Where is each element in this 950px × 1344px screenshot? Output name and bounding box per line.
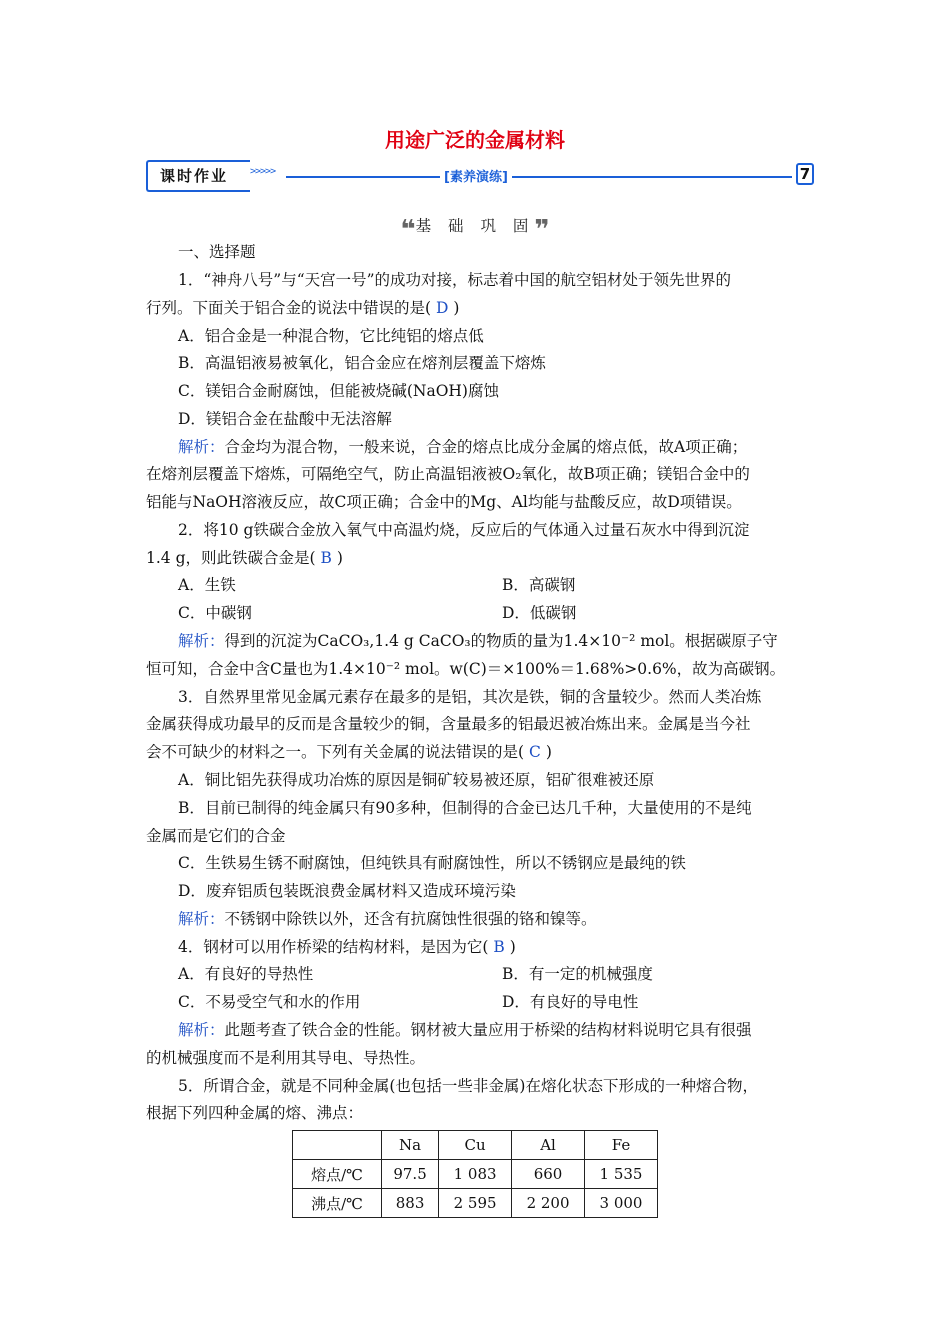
q1-explain-label: 解析： [178, 438, 225, 456]
table-header-cell: Cu [439, 1131, 512, 1160]
section-heading [0, 214, 950, 245]
q2-explain-line2: 恒可知，合金中含C量也为1.4×10⁻² mol。w(C)＝×100%＝1.68%>0.6%，故为高碳钢。 [146, 660, 786, 678]
q2-option-b: B．高碳钢 [502, 576, 576, 594]
q1-option-b: B．高温铝液易被氧化，铝合金应在熔剂层覆盖下熔炼 [178, 354, 546, 372]
q3-explain-line1: 解析：不锈钢中除铁以外，还含有抗腐蚀性很强的铬和镍等。 [178, 910, 597, 928]
table-cell: 1 535 [585, 1160, 658, 1189]
heading: 一、选择题 [178, 243, 256, 261]
banner-line [286, 176, 792, 178]
q4-line1: 4．钢材可以用作桥梁的结构材料，是因为它( B ) [178, 938, 516, 956]
q1-option-a: A．铝合金是一种混合物，它比纯铝的熔点低 [178, 327, 484, 345]
table-cell: 沸点/℃ [293, 1189, 382, 1218]
q4-answer: B [493, 938, 505, 956]
table-cell: 1 083 [439, 1160, 512, 1189]
quote-close-icon: ❞ [534, 215, 550, 245]
q3-option-c: C．生铁易生锈不耐腐蚀，但纯铁具有耐腐蚀性，所以不锈钢应是最纯的铁 [178, 854, 686, 872]
banner-label: 课时作业 [146, 160, 250, 192]
q4-explain-line1: 解析：此题考查了铁合金的性能。钢材被大量应用于桥梁的结构材料说明它具有很强 [178, 1021, 752, 1039]
q1-line2: 行列。下面关于铝合金的说法中错误的是( D ) [146, 299, 460, 317]
q4-option-b: B．有一定的机械强度 [502, 965, 653, 983]
q3-option-a: A．铜比铝先获得成功冶炼的原因是铜矿较易被还原，铝矿很难被还原 [178, 771, 655, 789]
q3-line1: 3．自然界里常见金属元素存在最多的是铝，其次是铁，铜的含量较少。然而人类冶炼 [178, 688, 762, 706]
table-cell: 2 200 [512, 1189, 585, 1218]
page-title: 用途广泛的金属材料 [385, 128, 565, 152]
metal-properties-table [292, 1130, 658, 1218]
q3-option-b-line2: 金属而是它们的合金 [146, 827, 286, 845]
q1-explain-line2: 在熔剂层覆盖下熔炼，可隔绝空气，防止高温铝液被O₂氧化，故B项正确；镁铝合金中的 [146, 465, 750, 483]
q1-answer: D [436, 299, 449, 317]
q3-line3: 会不可缺少的材料之一。下列有关金属的说法错误的是( C ) [146, 743, 552, 761]
section-label: 基 础 巩 固 [415, 217, 535, 235]
quote-open-icon: ❝ [400, 215, 416, 245]
table-cell: 2 595 [439, 1189, 512, 1218]
q1-option-d: D．镁铝合金在盐酸中无法溶解 [178, 410, 392, 428]
q5-line1: 5．所谓合金，就是不同种金属(也包括一些非金属)在熔化状态下形成的一种熔合物， [178, 1077, 758, 1095]
q1-explain-line3: 铝能与NaOH溶液反应，故C项正确；合金中的Mg、Al均能与盐酸反应，故D项错误。 [146, 493, 742, 511]
banner-number: 7 [796, 163, 814, 185]
table-header-cell [293, 1131, 382, 1160]
q2-explain-label: 解析： [178, 632, 225, 650]
q4-option-d: D．有良好的导电性 [502, 993, 639, 1011]
q2-option-c: C．中碳钢 [178, 604, 252, 622]
q3-option-d: D．废弃铝质包装既浪费金属材料又造成环境污染 [178, 882, 516, 900]
q4-option-a: A．有良好的导热性 [178, 965, 314, 983]
banner-arrows: >>>>> [250, 166, 276, 177]
table-cell: 883 [382, 1189, 439, 1218]
table-cell: 97.5 [382, 1160, 439, 1189]
q1-option-c: C．镁铝合金耐腐蚀，但能被烧碱(NaOH)腐蚀 [178, 382, 499, 400]
q1-line1: 1．“神舟八号”与“天宫一号”的成功对接，标志着中国的航空铝材处于领先世界的 [178, 271, 732, 289]
table-cell: 熔点/℃ [293, 1160, 382, 1189]
q5-line2: 根据下列四种金属的熔、沸点： [146, 1104, 364, 1122]
table-row [293, 1160, 658, 1189]
table-row [293, 1189, 658, 1218]
q2-option-d: D．低碳钢 [502, 604, 577, 622]
table-header-row [293, 1131, 658, 1160]
q1-explain-line1: 解析：合金均为混合物，一般来说，合金的熔点比成分金属的熔点低，故A项正确； [178, 438, 748, 456]
q3-explain-label: 解析： [178, 910, 225, 928]
table-cell: 3 000 [585, 1189, 658, 1218]
q4-explain-label: 解析： [178, 1021, 225, 1039]
section-banner [146, 158, 814, 194]
q2-explain-line1: 解析：得到的沉淀为CaCO₃,1.4 g CaCO₃的物质的量为1.4×10⁻² mol。根据碳原子守 [178, 632, 778, 650]
q2-answer: B [320, 549, 332, 567]
q2-option-a: A．生铁 [178, 576, 236, 594]
q3-option-b-line1: B．目前已制得的纯金属只有90多种，但制得的合金已达几千种，大量使用的不是纯 [178, 799, 752, 817]
q3-line2: 金属获得成功最早的反而是含量较少的铜，含量最多的铝最迟被冶炼出来。金属是当今社 [146, 715, 751, 733]
q3-answer: C [529, 743, 541, 761]
table-cell: 660 [512, 1160, 585, 1189]
table-header-cell: Al [512, 1131, 585, 1160]
table-header-cell: Na [382, 1131, 439, 1160]
q2-line2: 1.4 g，则此铁碳合金是( B ) [146, 549, 343, 567]
banner-tag: [素养演练] [440, 166, 512, 185]
q4-explain-line2: 的机械强度而不是利用其导电、导热性。 [146, 1049, 426, 1067]
q2-line1: 2．将10 g铁碳合金放入氧气中高温灼烧，反应后的气体通入过量石灰水中得到沉淀 [178, 521, 750, 539]
q4-option-c: C．不易受空气和水的作用 [178, 993, 361, 1011]
table-header-cell: Fe [585, 1131, 658, 1160]
